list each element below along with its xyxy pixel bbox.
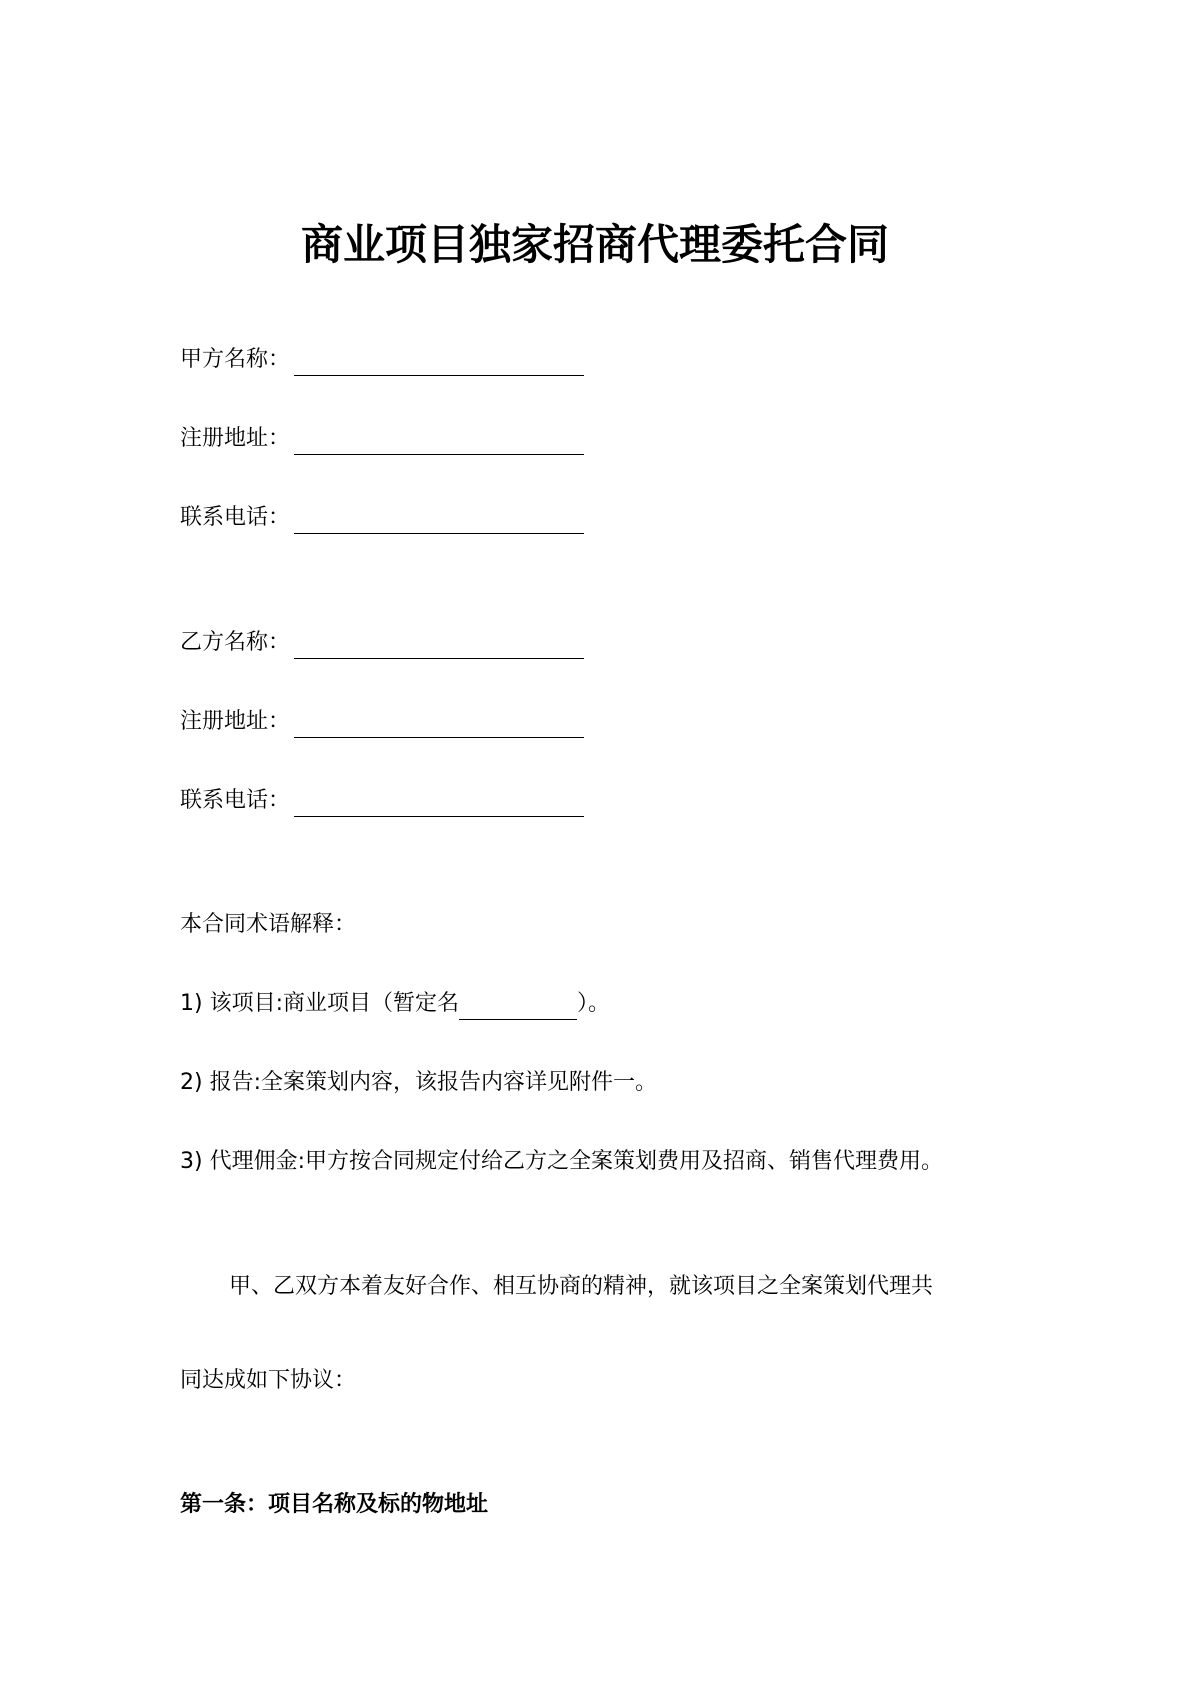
party-b-name-label: 乙方名称： [180, 630, 291, 655]
party-a-address-label: 注册地址： [180, 426, 291, 451]
party-a-name-row [180, 344, 584, 376]
project-name-blank[interactable] [459, 995, 577, 1020]
terms-item-2: 2) 报告:全案策划内容，该报告内容详见附件一。 [180, 1070, 657, 1095]
party-a-phone-blank[interactable] [294, 509, 584, 534]
terms-item-1-suffix: ）。 [577, 991, 611, 1016]
party-b-address-row [180, 706, 584, 738]
party-a-address-row [180, 423, 584, 455]
preamble-line-2: 同达成如下协议： [180, 1368, 357, 1393]
terms-item-1 [180, 988, 610, 1020]
party-a-phone-row [180, 502, 584, 534]
party-a-name-blank[interactable] [294, 351, 584, 376]
document-title: 商业项目独家招商代理委托合同 [300, 220, 889, 269]
party-b-phone-label: 联系电话： [180, 788, 291, 813]
terms-item-1-prefix: 1) 该项目:商业项目（暂定名 [180, 991, 459, 1016]
party-a-phone-label: 联系电话： [180, 505, 291, 530]
party-a-name-label: 甲方名称： [180, 347, 291, 372]
preamble-line-1: 甲、乙双方本着友好合作、相互协商的精神，就该项目之全案策划代理共 [229, 1274, 934, 1299]
party-b-name-blank[interactable] [294, 634, 584, 659]
party-b-name-row [180, 627, 584, 659]
party-b-address-blank[interactable] [294, 713, 584, 738]
party-a-address-blank[interactable] [294, 430, 584, 455]
article-1-heading: 第一条：项目名称及标的物地址 [180, 1492, 489, 1517]
terms-item-3: 3) 代理佣金:甲方按合同规定付给乙方之全案策划费用及招商、销售代理费用。 [180, 1149, 943, 1174]
terms-heading: 本合同术语解释： [180, 912, 357, 937]
party-b-address-label: 注册地址： [180, 709, 291, 734]
party-b-phone-blank[interactable] [294, 792, 584, 817]
party-b-phone-row [180, 785, 584, 817]
